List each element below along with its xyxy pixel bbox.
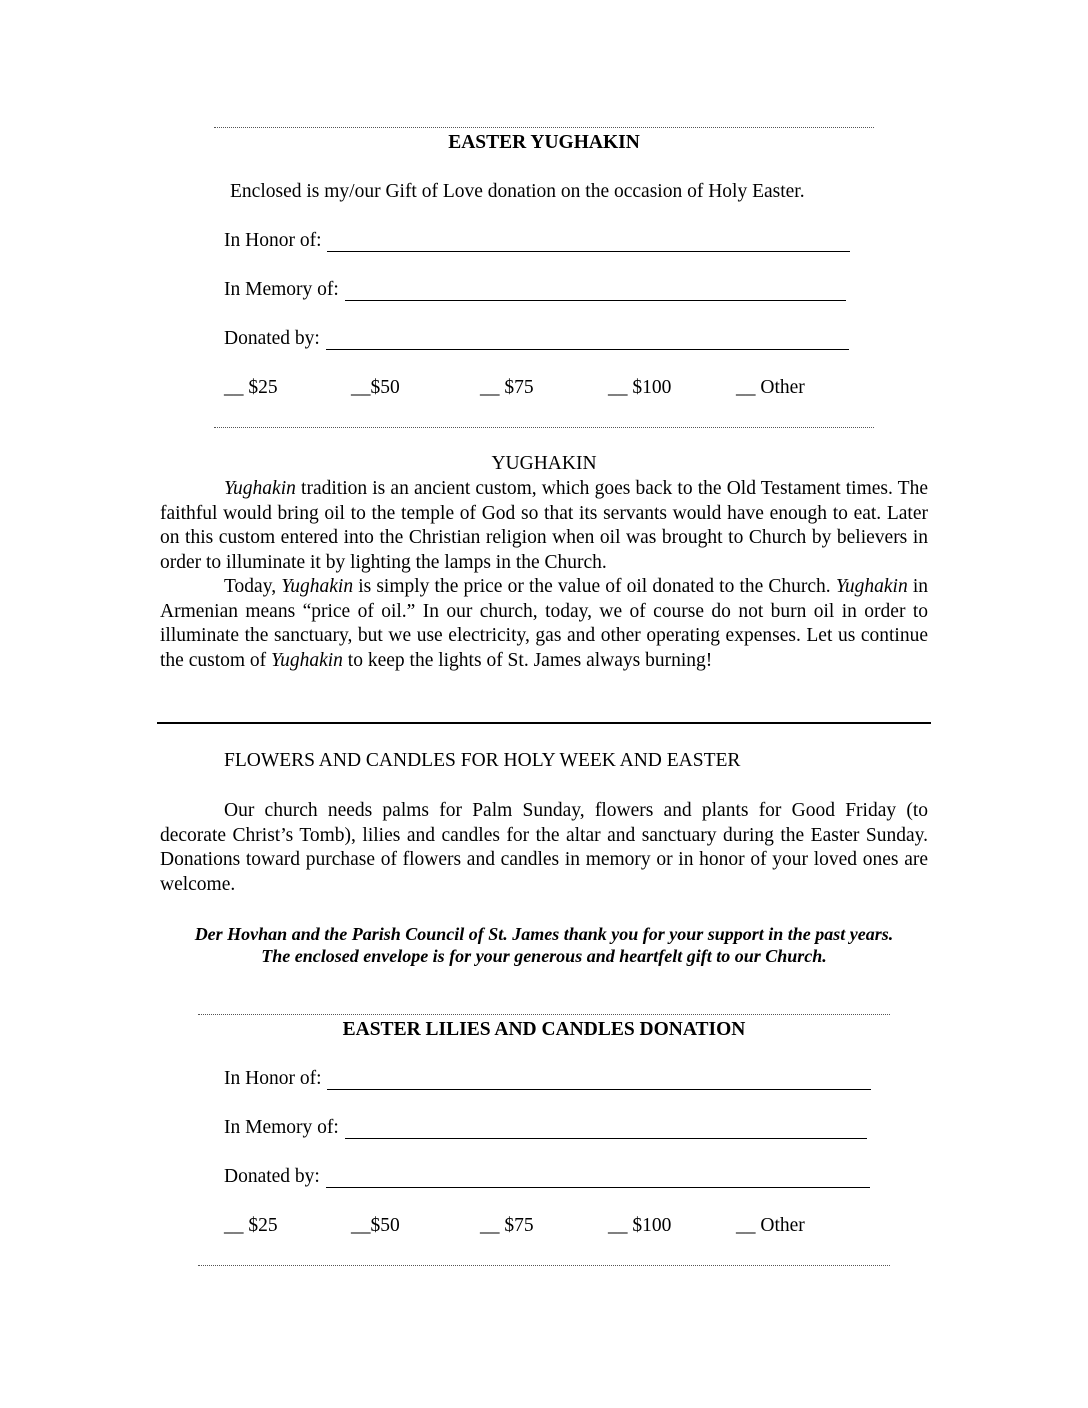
bottom-form-divider-lower bbox=[198, 1265, 890, 1266]
yughakin-term: Yughakin bbox=[835, 576, 908, 597]
top-form-divider-upper bbox=[214, 127, 874, 128]
top-amount-other[interactable]: __ Other bbox=[736, 377, 805, 398]
top-amount-100[interactable]: __ $100 bbox=[608, 377, 672, 398]
yughakin-body bbox=[160, 477, 928, 673]
top-honor-field[interactable] bbox=[224, 230, 850, 252]
bottom-honor-field[interactable] bbox=[224, 1068, 871, 1090]
bottom-honor-label: In Honor of: bbox=[224, 1068, 322, 1089]
bottom-memory-label: In Memory of: bbox=[224, 1117, 339, 1138]
bottom-honor-input-line[interactable] bbox=[327, 1071, 871, 1090]
bottom-amount-100[interactable]: __ $100 bbox=[608, 1215, 672, 1236]
top-memory-label: In Memory of: bbox=[224, 279, 339, 300]
top-form-title: EASTER YUGHAKIN bbox=[448, 132, 640, 153]
closing-line-2: The enclosed envelope is for your generous and heartfelt gift to our Church. bbox=[261, 946, 827, 966]
closing-note bbox=[140, 923, 948, 967]
section-rule bbox=[157, 722, 931, 724]
top-form-intro: Enclosed is my/our Gift of Love donation on the occasion of Holy Easter. bbox=[230, 181, 805, 202]
top-form-divider-lower bbox=[214, 427, 874, 428]
bottom-donor-field[interactable] bbox=[224, 1166, 870, 1188]
bottom-amount-25[interactable]: __ $25 bbox=[224, 1215, 278, 1236]
top-memory-input-line[interactable] bbox=[345, 282, 846, 301]
top-amount-50[interactable]: __$50 bbox=[351, 377, 400, 398]
top-donor-input-line[interactable] bbox=[326, 331, 849, 350]
top-amount-25[interactable]: __ $25 bbox=[224, 377, 278, 398]
bottom-memory-input-line[interactable] bbox=[345, 1120, 867, 1139]
top-honor-label: In Honor of: bbox=[224, 230, 322, 251]
yughakin-term: Yughakin bbox=[281, 576, 354, 597]
bottom-amount-other[interactable]: __ Other bbox=[736, 1215, 805, 1236]
yughakin-term: Yughakin bbox=[224, 478, 296, 499]
bottom-donor-input-line[interactable] bbox=[326, 1169, 870, 1188]
flowers-heading: FLOWERS AND CANDLES FOR HOLY WEEK AND EASTER bbox=[224, 750, 741, 771]
bottom-memory-field[interactable] bbox=[224, 1117, 867, 1139]
top-donor-label: Donated by: bbox=[224, 328, 320, 349]
bottom-form-title: EASTER LILIES AND CANDLES DONATION bbox=[342, 1019, 746, 1040]
closing-line-1: Der Hovhan and the Parish Council of St. James thank you for your support in the past years. bbox=[194, 924, 894, 944]
top-honor-input-line[interactable] bbox=[327, 233, 850, 252]
flowers-paragraph: Our church needs palms for Palm Sunday, flowers and plants for Good Friday (to decorate Christ’s Tomb), lilies and candles for the altar and sanctuary during the Easter Sunday. Donations toward purchase of flowers and candles in memory or in honor of your loved ones are welcome. bbox=[160, 800, 928, 895]
yughakin-term: Yughakin bbox=[271, 649, 343, 671]
bottom-amount-50[interactable]: __$50 bbox=[351, 1215, 400, 1236]
bottom-form-divider-upper bbox=[198, 1014, 890, 1015]
top-donor-field[interactable] bbox=[224, 328, 849, 350]
yughakin-paragraph-2: Today, Yughakin is simply the price or the value of oil donated to the Church. Yughakin in Armenian means “price of oil.” In our church, today, we of course do not burn oil in order to illuminate the sanctuary, but we use electricity, gas and other operating expenses. Let us continue the custom of Yughakin to keep the lights of St. James always burning! bbox=[160, 576, 928, 671]
yughakin-heading: YUGHAKIN bbox=[491, 453, 597, 474]
top-memory-field[interactable] bbox=[224, 279, 846, 301]
top-amount-75[interactable]: __ $75 bbox=[480, 377, 534, 398]
flowers-body bbox=[160, 799, 928, 897]
yughakin-paragraph-1: Yughakin tradition is an ancient custom, which goes back to the Old Testament times. The faithful would bring oil to the temple of God so that its servants would have enough to eat. Later on this custom entered into the Christian religion when oil was brought to Church by believers in order to illuminate it by lighting the lamps in the Church. bbox=[160, 478, 928, 573]
bottom-donor-label: Donated by: bbox=[224, 1166, 320, 1187]
bottom-amount-75[interactable]: __ $75 bbox=[480, 1215, 534, 1236]
